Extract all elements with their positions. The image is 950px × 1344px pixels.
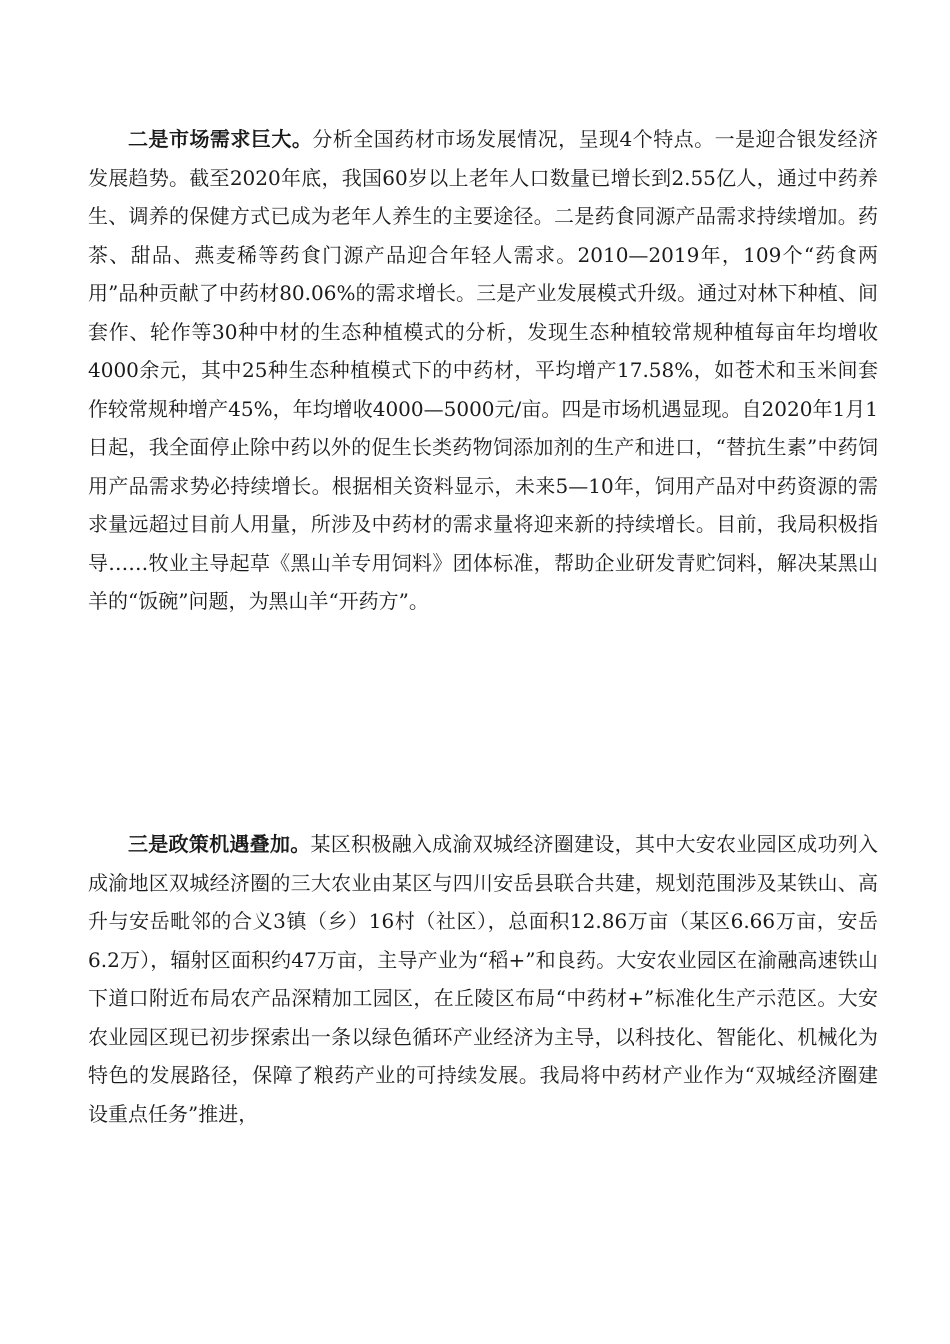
paragraph-body: 分析全国药材市场发展情况，呈现4个特点。一是迎合银发经济发展趋势。截至2020年底，我国60岁以上老年人口数量已增长到2.55亿人，通过中药养生、调养的保健方式已成为老年人养生的主要途径。二是药食同源产品需求持续增加。药茶、甜品、燕麦稀等药食门源产品迎合年轻人需求。2010—2019年，109个“药食两用”品种贡献了中药材80.06%的需求增长。三是产业发展模式升级。通过对林下种植、间套作、轮作等30种中材的生态种植模式的分析，发现生态种植较常规种植每亩年均增收4000余元，其中25种生态种植模式下的中药材，平均增产17.58%，如苍术和玉米间套作较常规种增产45%，年均增收4000—5000元/亩。四是市场机遇显现。自2020年1月1日起，我全面停止除中药以外的促生长类药物饲添加剂的生产和进口，“替抗生素”中药饲用产品需求势必持续增长。根据相关资料显示，未来5—10年，饲用产品对中药资源的需求量远超过目前人用量，所涉及中药材的需求量将迎来新的持续增长。目前，我局积极指导……牧业主导起草《黑山羊专用饲料》团体标准，帮助企业研发青贮饲料，解决某黑山羊的“饭碗”问题，为黑山羊“开药方”。 [88, 127, 879, 613]
paragraph-policy-opportunity [88, 825, 878, 1133]
paragraph-market-demand [88, 120, 878, 621]
paragraph-body: 某区积极融入成渝双城经济圈建设，其中大安农业园区成功列入成渝地区双城经济圈的三大农业由某区与四川安岳县联合共建，规划范围涉及某铁山、高升与安岳毗邻的合义3镇（乡）16村（社区），总面积12.86万亩（某区6.66万亩，安岳6.2万），辐射区面积约47万亩，主导产业为“稻+”和良药。大安农业园区在渝融高速铁山下道口附近布局农产品深精加工园区，在丘陵区布局“中药材+”标准化生产示范区。大安农业园区现已初步探索出一条以绿色循环产业经济为主导，以科技化、智能化、机械化为特色的发展路径，保障了粮药产业的可持续发展。我局将中药材产业作为“双城经济圈建设重点任务”推进， [88, 832, 878, 1126]
paragraph-heading: 三是政策机遇叠加。 [128, 832, 311, 856]
paragraph-heading: 二是市场需求巨大。 [128, 127, 313, 151]
